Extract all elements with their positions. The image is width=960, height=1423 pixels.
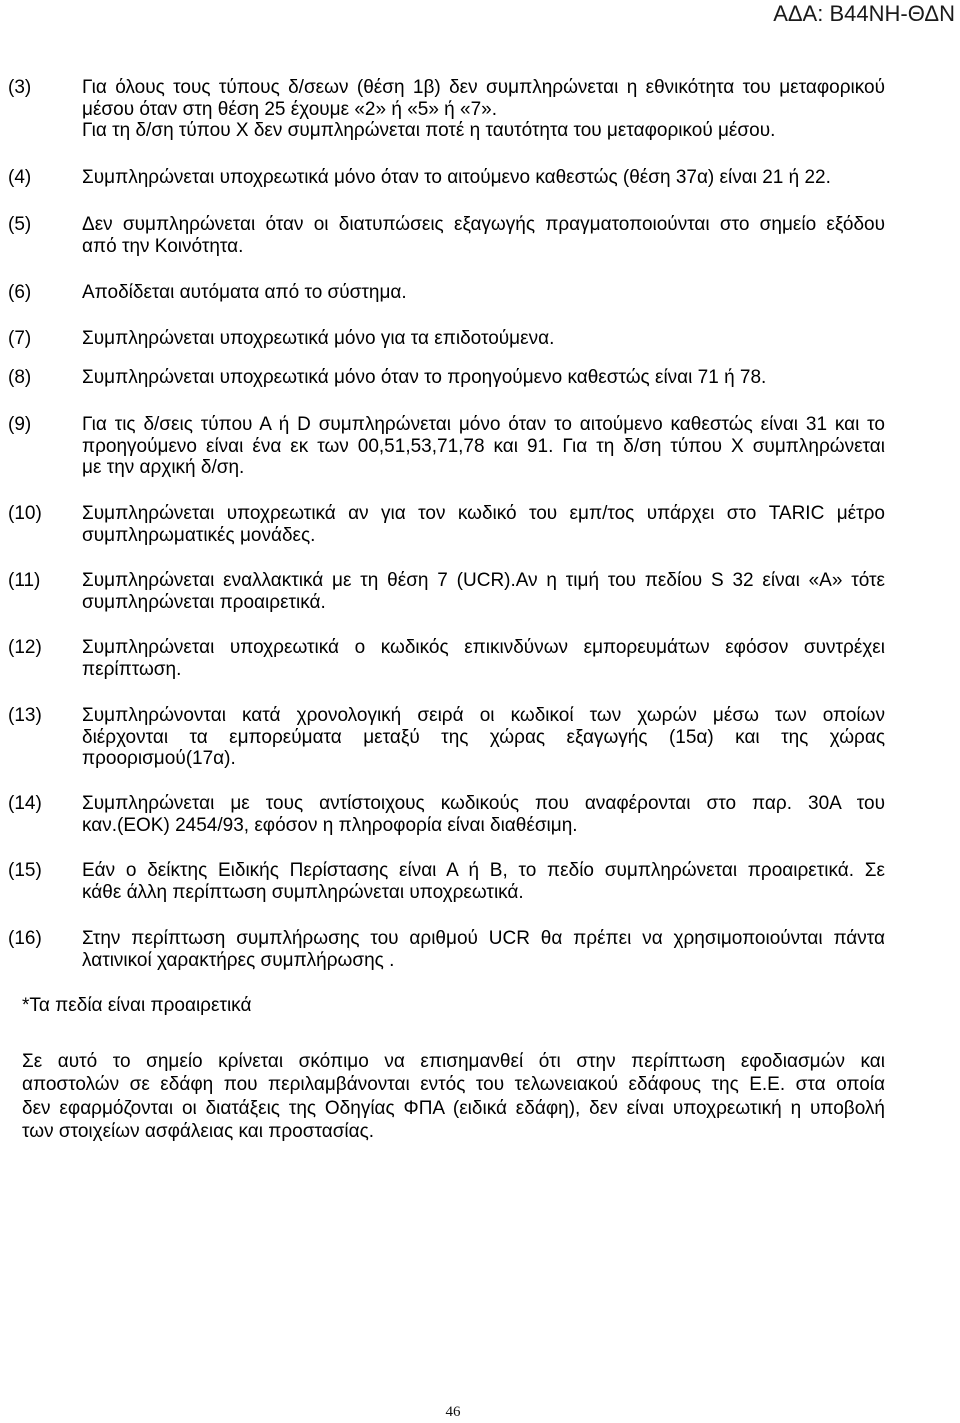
note-label: (15)	[8, 860, 42, 881]
note-label: (4)	[8, 167, 32, 188]
note-line: συμπληρωματικές μονάδες.	[82, 524, 316, 546]
page-number: 46	[445, 1404, 461, 1420]
note-line: Για τη δ/ση τύπου Χ δεν συμπληρώνεται ποτέ η ταυτότητα του μεταφορικού μέσου.	[82, 120, 776, 142]
note-text	[82, 928, 885, 971]
note-label: (5)	[8, 214, 32, 235]
note-line: περίπτωση.	[82, 658, 182, 680]
note-text	[82, 637, 885, 680]
note-text	[82, 214, 885, 257]
paragraph-line: αποστολών σε εδάφη που περιλαμβάνονται εντός του τελωνειακού εδάφους της Ε.Ε. στα οποία	[22, 1074, 885, 1096]
note-label: (9)	[8, 414, 32, 435]
note-text	[82, 328, 885, 350]
note-line: συμπληρώνεται προαιρετικά.	[82, 591, 326, 613]
paragraph-line: δεν εφαρμόζονται οι διατάξεις της Οδηγίας ΦΠΑ (ειδικά εδάφη), δεν είναι υποχρεωτική η υποβολή	[22, 1097, 885, 1119]
note-line: Για όλους τους τύπους δ/σεων (θέση 1β) δεν συμπληρώνεται η εθνικότητα του μεταφορικού	[82, 77, 885, 98]
note-line: Συμπληρώνεται εναλλακτικά με τη θέση 7 (UCR).Αν η τιμή του πεδίου S 32 είναι «Α» τότε	[82, 570, 885, 591]
note-label: (3)	[8, 77, 32, 98]
note-label: (13)	[8, 705, 42, 726]
paragraph-line: Σε αυτό το σημείο κρίνεται σκόπιμο να επισημανθεί ότι στην περίπτωση εφοδιασμών και	[22, 1051, 885, 1072]
document-id-header: ΑΔΑ: Β44ΝΗ-ΘΔΝ	[773, 1, 955, 26]
note-line: διέρχονται τα εμπορεύματα μεταξύ της χώρας εξαγωγής (15α) και της χώρας	[82, 726, 885, 748]
optional-fields-note: *Τα πεδία είναι προαιρετικά	[22, 995, 252, 1016]
note-text	[82, 793, 885, 836]
note-line: Εάν ο δείκτης Ειδικής Περίστασης είναι Α ή Β, το πεδίο συμπληρώνεται προαιρετικά. Σε	[82, 860, 885, 881]
note-label: (12)	[8, 637, 42, 658]
note-line: Συμπληρώνονται κατά χρονολογική σειρά οι κωδικοί των χωρών μέσω των οποίων	[82, 705, 885, 726]
note-line: λατινικοί χαρακτήρες συμπλήρωσης .	[82, 949, 395, 971]
note-line: καν.(ΕΟΚ) 2454/93, εφόσον η πληροφορία είναι διαθέσιμη.	[82, 814, 578, 836]
note-label: (8)	[8, 367, 32, 388]
note-line: Συμπληρώνεται υποχρεωτικά μόνο όταν το προηγούμενο καθεστώς είναι 71 ή 78.	[82, 367, 767, 388]
note-text	[82, 570, 885, 613]
note-line: Δεν συμπληρώνεται όταν οι διατυπώσεις εξαγωγής πραγματοποιούνται στο σημείο εξόδου	[82, 214, 885, 235]
note-line: Για τις δ/σεις τύπου Α ή D συμπληρώνεται μόνο όταν το αιτούμενο καθεστώς είναι 31 και το	[82, 414, 885, 435]
note-line: Στην περίπτωση συμπλήρωσης του αριθμού UCR θα πρέπει να χρησιμοποιούνται πάντα	[82, 928, 885, 949]
note-line: Συμπληρώνεται με τους αντίστοιχους κωδικούς που αναφέρονται στο παρ. 30Α του	[82, 793, 885, 814]
note-line: Αποδίδεται αυτόματα από το σύστημα.	[82, 282, 407, 303]
closing-paragraph	[22, 1050, 885, 1144]
note-label: (7)	[8, 328, 32, 349]
note-text	[82, 282, 885, 304]
note-text	[82, 705, 885, 770]
note-line: Συμπληρώνεται υποχρεωτικά ο κωδικός επικινδύνων εμπορευμάτων εφόσον συντρέχει	[82, 637, 885, 658]
note-line: Συμπληρώνεται υποχρεωτικά μόνο όταν το αιτούμενο καθεστώς (θέση 37α) είναι 21 ή 22.	[82, 167, 831, 188]
note-text	[82, 860, 885, 903]
note-line: με την αρχική δ/ση.	[82, 457, 245, 479]
note-line: Συμπληρώνεται υποχρεωτικά μόνο για τα επιδοτούμενα.	[82, 328, 555, 349]
note-line: από την Κοινότητα.	[82, 235, 244, 257]
note-text	[82, 503, 885, 546]
note-text	[82, 367, 885, 389]
note-text	[82, 414, 885, 479]
note-label: (16)	[8, 928, 42, 949]
note-text	[82, 167, 885, 189]
note-label: (11)	[8, 570, 41, 591]
note-line: μέσου όταν στη θέση 25 έχουμε «2» ή «5» ή «7».	[82, 98, 497, 120]
note-text	[82, 77, 885, 142]
note-label: (14)	[8, 793, 42, 814]
note-line: κάθε άλλη περίπτωση συμπληρώνεται υποχρεωτικά.	[82, 881, 524, 903]
note-line: προορισμού(17α).	[82, 748, 236, 770]
note-label: (6)	[8, 282, 32, 303]
paragraph-line: των στοιχείων ασφάλειας και προστασίας.	[22, 1121, 375, 1143]
note-label: (10)	[8, 503, 42, 524]
note-line: προηγούμενο είναι ένα εκ των 00,51,53,71,78 και 91. Για τη δ/ση τύπου Χ συμπληρώνεται	[82, 435, 885, 457]
note-line: Συμπληρώνεται υποχρεωτικά αν για τον κωδικό του εμπ/τος υπάρχει στο TARIC μέτρο	[82, 503, 885, 524]
